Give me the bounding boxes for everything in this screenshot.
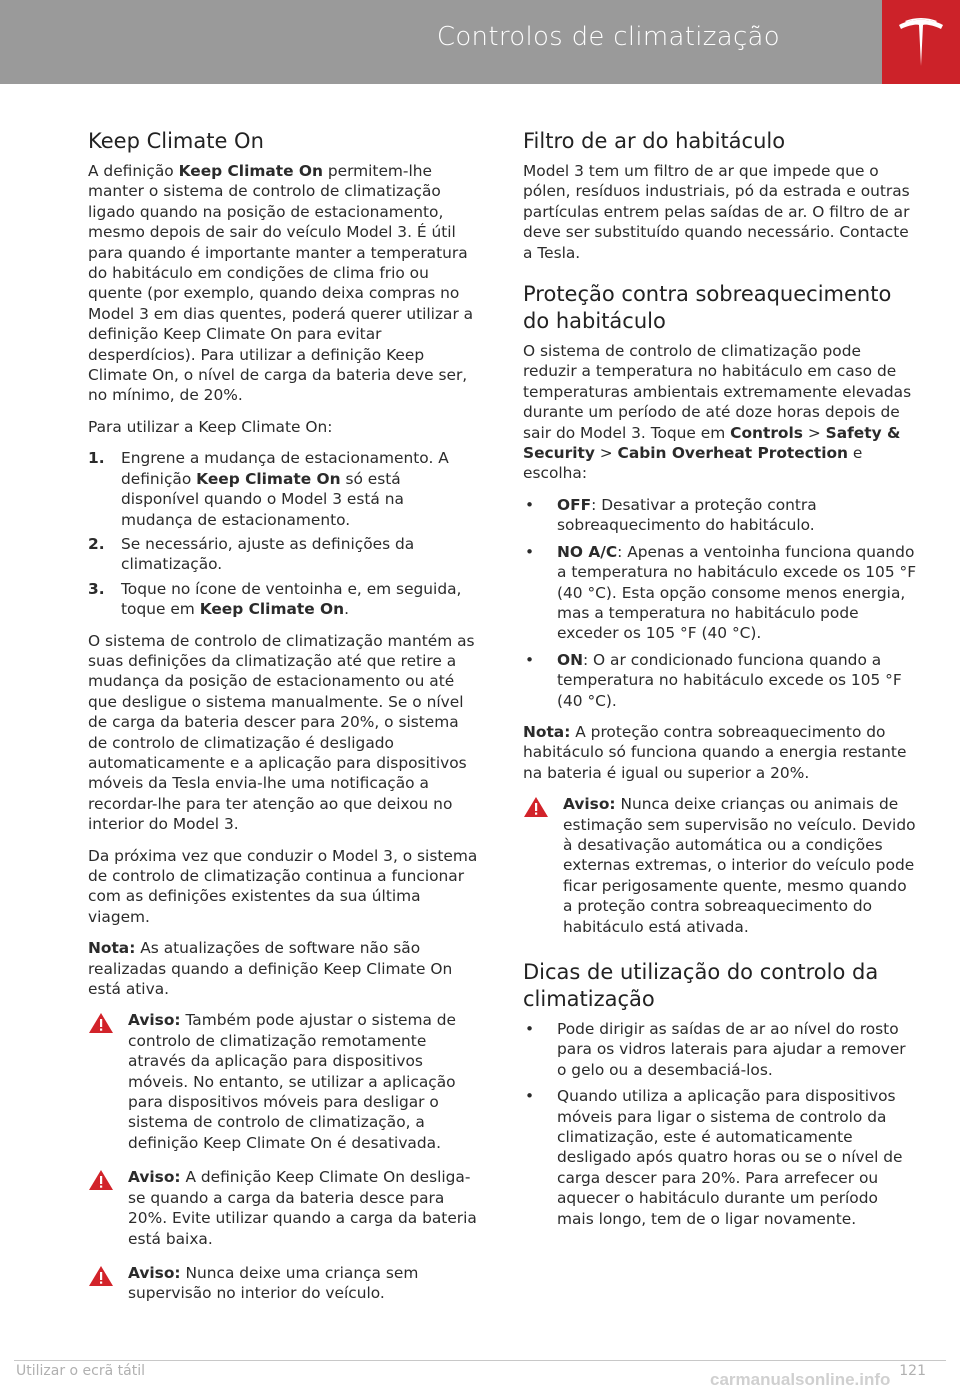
header-bar (0, 0, 882, 84)
footer-divider (14, 1360, 946, 1361)
overheat-intro: O sistema de controlo de climatização pode reduzir a temperatura no habitáculo em caso de temperaturas ambientais extremamente elevadas durante um período de até doze horas depois de sair do Model 3. Toque em Controls > Safety & Security > Cabin Overheat Protection e escolha: (523, 342, 912, 483)
warning-icon (88, 1012, 114, 1034)
warning-icon (88, 1169, 114, 1191)
tesla-logo (882, 0, 960, 84)
section-heading-air-filter: Filtro de ar do habitáculo (523, 129, 786, 153)
page-number: 121 (899, 1363, 926, 1379)
warning-low-battery: Aviso: A definição Keep Climate On desliga-se quando a carga da bateria desce para 20%. Evite utilizar quando a carga da bateria está baixa. (88, 1167, 480, 1249)
tips-list (523, 1019, 918, 1229)
keep-climate-behavior: O sistema de controlo de climatização mantém as suas definições da climatização até que retire a mudança da posição de estacionamento ou até que desligue o sistema manualmente. Se o nível de carga da bateria descer para 20%, o sistema de controlo de climatização é desligado automaticamente e a aplicação para dispositivos móveis da Tesla envia-lhe uma notificação a recordar-lhe para ter atenção ao que deixou no interior do Model 3. (88, 631, 475, 834)
air-filter-text: Model 3 tem um filtro de ar que impede que o pólen, resíduos industriais, pó da estrada e outras partículas entrem pelas saídas de ar. O filtro de ar deve ser substituído quando necessário. Contacte a Tesla. (523, 162, 910, 262)
list-item: 1. Engrene a mudança de estacionamento. A definição Keep Climate On só está disponível quando o Model 3 está na mudança de estacionamento. (88, 449, 449, 529)
warning-remote-app: Aviso: Também pode ajustar o sistema de controlo de climatização remotamente através da aplicação para dispositivos móveis. No entanto, se utilizar a aplicação para dispositivos móveis para desligar o sistema de controlo de climatização, a definição Keep Climate On é desativada. (88, 1010, 480, 1153)
page-title: Controlos de climatização (436, 22, 780, 52)
warning-child: Aviso: Nunca deixe uma criança sem supervisão no interior do veículo. (88, 1263, 480, 1304)
footer-section: Utilizar o ecrã tátil (16, 1363, 145, 1379)
keep-climate-howto: Para utilizar a Keep Climate On: (88, 417, 333, 436)
left-column (88, 128, 480, 1318)
warning-children-pets: Aviso: Nunca deixe crianças ou animais de estimação sem supervisão no veículo. Devido à desativação automática ou a condições externas extremas, o interior do veículo pode ficar perigosamente quente, mesmo quando a proteção contra sobreaquecimento do habitáculo está ativada. (523, 794, 918, 937)
watermark: carmanualsonline.info (710, 1370, 891, 1389)
keep-climate-note: Nota: As atualizações de software não são realizadas quando a definição Keep Climate On está ativa. (88, 939, 453, 999)
overheat-options (523, 495, 918, 711)
warning-icon (523, 796, 549, 818)
list-item: • NO A/C: Apenas a ventoinha funciona quando a temperatura no habitáculo excede os 105 °F (40 °C). Esta opção consome menos energia, mas a temperatura no habitáculo pode exceder os 105 °F (40 °C). (525, 542, 917, 643)
section-heading-overheat: Proteção contra sobreaquecimento do habitáculo (523, 282, 892, 334)
right-column (523, 128, 918, 1240)
keep-climate-intro: A definição Keep Climate On permitem-lhe manter o sistema de controlo de climatização ligado quando na posição de estacionamento, mesmo depois de sair do veículo Model 3. É útil para quando é importante manter a temperatura do habitáculo em condições de clima frio ou quente (por exemplo, quando deixa compras no Model 3 em dias quentes, poderá querer utilizar a definição Keep Climate On para evitar desperdícios). Para utilizar a definição Keep Climate On, o nível de carga da bateria deve ser, no mínimo, de 20%. (88, 162, 474, 405)
warning-icon (88, 1265, 114, 1287)
keep-climate-steps (88, 448, 480, 619)
section-heading-keep-climate: Keep Climate On (88, 129, 264, 153)
list-item: • OFF: Desativar a proteção contra sobreaquecimento do habitáculo. (525, 495, 817, 535)
list-item: • Quando utiliza a aplicação para dispositivos móveis para ligar o sistema de controlo da climatização, este é automaticamente desligado após quatro horas ou se o nível de carga descer para 20%. Para arrefecer ou aquecer o habitáculo durante um período mais longo, tem de o ligar novamente. (525, 1087, 903, 1228)
keep-climate-next-drive: Da próxima vez que conduzir o Model 3, o sistema de controlo de climatização continua a funcionar com as definições existentes da sua última viagem. (88, 846, 478, 926)
list-item: • ON: O ar condicionado funciona quando a temperatura no habitáculo excede os 105 °F (40 °C). (525, 650, 902, 710)
overheat-note: Nota: A proteção contra sobreaquecimento do habitáculo só funciona quando a energia restante na bateria é igual ou superior a 20%. (523, 722, 907, 782)
section-heading-tips: Dicas de utilização do controlo da climatização (523, 960, 879, 1011)
list-item: 3. Toque no ícone de ventoinha e, em seguida, toque em Keep Climate On. (88, 579, 462, 619)
list-item: 2. Se necessário, ajuste as definições da climatização. (88, 534, 415, 574)
tesla-logo-icon (897, 16, 945, 68)
list-item: • Pode dirigir as saídas de ar ao nível do rosto para os vidros laterais para ajudar a remover o gelo ou a desembaciá-los. (525, 1020, 906, 1079)
